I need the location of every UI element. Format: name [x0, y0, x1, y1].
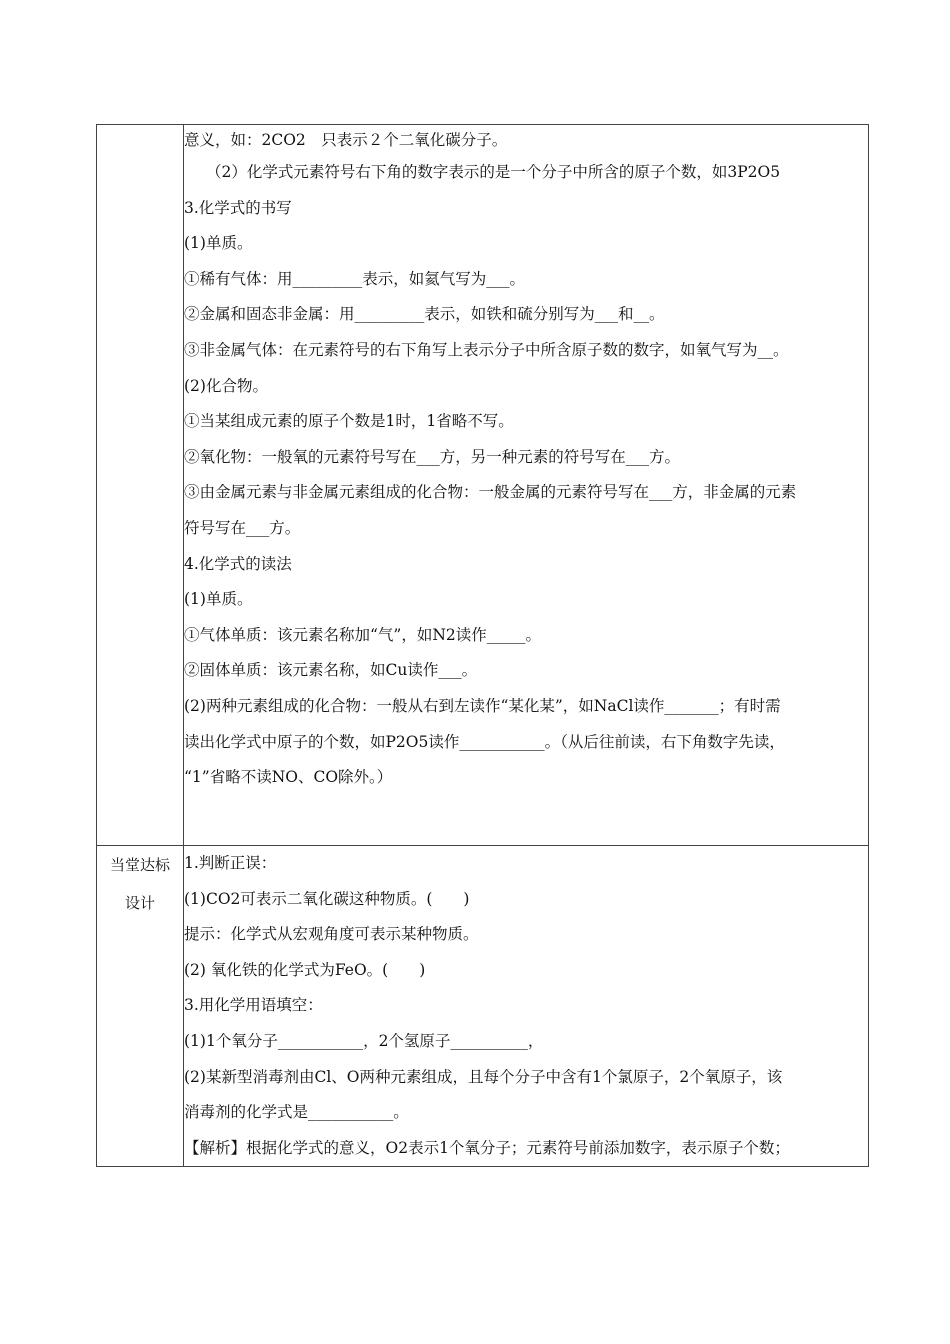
text-line: ①稀有气体：用_________表示，如氦气写为___。	[184, 269, 526, 288]
row-label-cell	[97, 846, 184, 1167]
text-line: 符号写在___方。	[184, 518, 301, 537]
text-line: (1)单质。	[184, 234, 253, 253]
text-line: 意义，如：2CO2 只表示２个二氧化碳分子。	[184, 131, 508, 149]
text-line: (1)单质。	[184, 590, 253, 609]
text-line: (1)1个氧分子___________，2个氢原子__________，	[184, 1031, 544, 1050]
row-label-line2: 设计	[124, 894, 155, 912]
text-line: 提示：化学式从宏观角度可表示某种物质。	[184, 925, 479, 944]
text-line: (2)两种元素组成的化合物：一般从右到左读作“某化某”，如NaCl读作_______；有时需	[184, 696, 781, 715]
text-line: (2) 氧化铁的化学式为FeO。( )	[184, 960, 426, 979]
text-line: ③由金属元素与非金属元素组成的化合物：一般金属的元素符号写在___方，非金属的元素	[184, 483, 797, 502]
text-line: “1”省略不读NO、CO除外。）	[184, 768, 393, 787]
text-line: ③非金属气体：在元素符号的右下角写上表示分子中所含原子数的数字，如氧气写为__。	[184, 340, 789, 359]
table-row	[97, 125, 869, 846]
text-line: (2)某新型消毒剂由Cl、O两种元素组成，且每个分子中含有1个氯原子，2个氧原子，该	[184, 1067, 783, 1086]
text-line: ②氧化物：一般氧的元素符号写在___方，另一种元素的符号写在___方。	[184, 447, 681, 466]
section-heading: 3.用化学用语填空：	[184, 996, 323, 1015]
text-line: ①气体单质：该元素名称加“气”，如N2读作_____。	[184, 625, 542, 644]
content-cell	[184, 125, 869, 846]
text-line: （2）化学式元素符号右下角的数字表示的是一个分子中所含的原子个数，如3P2O5	[206, 163, 781, 181]
text-line: ②固体单质：该元素名称，如Cu读作___。	[184, 661, 478, 680]
document-page	[96, 124, 869, 1167]
text-line: 读出化学式中原子的个数，如P2O5读作___________。（从后往前读，右下角数字先读，	[184, 732, 785, 751]
lesson-table	[96, 124, 869, 1167]
text-line: (2)化合物。	[184, 376, 268, 395]
text-line: ①当某组成元素的原子个数是1时，1省略不写。	[184, 412, 514, 431]
text-line: 【解析】根据化学式的意义，O2表示1个氧分子；元素符号前添加数字，表示原子个数；	[184, 1138, 790, 1157]
row-label-line1: 当堂达标	[109, 856, 170, 874]
row-label-empty	[97, 125, 184, 846]
section-heading: 1.判断正误：	[184, 854, 277, 872]
section-heading: 3.化学式的书写	[184, 198, 292, 217]
text-line: ②金属和固态非金属：用_________表示，如铁和硫分别写为___和__。	[184, 305, 665, 324]
text-line: 消毒剂的化学式是___________。	[184, 1103, 409, 1122]
section-heading: 4.化学式的读法	[184, 554, 292, 573]
content-cell	[184, 846, 869, 1167]
text-line: (1)CO2可表示二氧化碳这种物质。( )	[184, 889, 470, 908]
table-row	[97, 846, 869, 1167]
